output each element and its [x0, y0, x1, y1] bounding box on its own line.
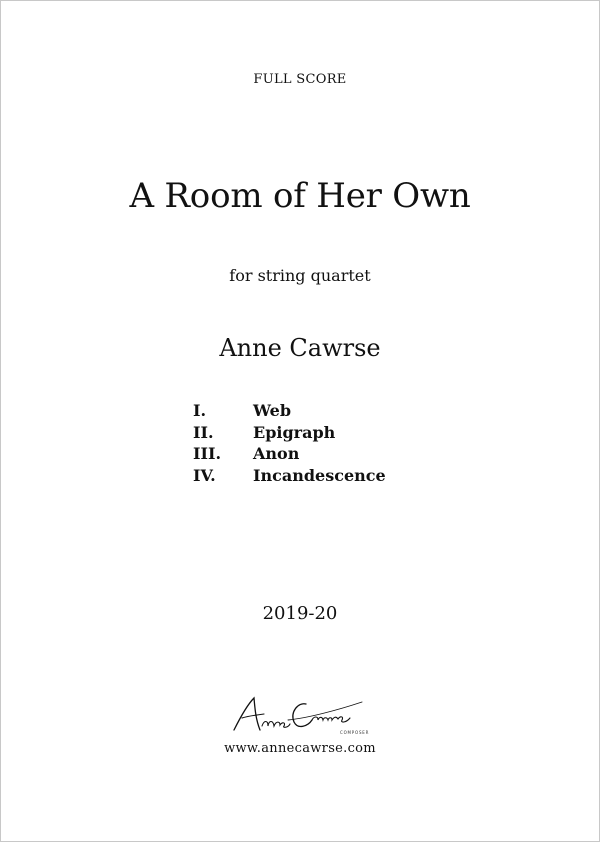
- composition-year: 2019-20: [262, 603, 338, 624]
- movement-item: [193, 465, 386, 487]
- movement-list: [193, 400, 386, 486]
- movement-title: Incandescence: [253, 465, 386, 485]
- page-title: A Room of Her Own: [129, 176, 471, 216]
- composer-signature-logo: [228, 690, 370, 738]
- subtitle: for string quartet: [229, 266, 371, 285]
- movement-item: [193, 400, 386, 422]
- website-link: www.annecawrse.com: [224, 741, 376, 756]
- movement-item: [193, 422, 386, 444]
- movement-title: Epigraph: [253, 422, 336, 442]
- movement-number: III.: [193, 444, 222, 463]
- movement-title: Anon: [253, 444, 300, 463]
- movement-item: [193, 443, 386, 465]
- movement-number: II.: [193, 422, 214, 442]
- movement-title: Web: [253, 401, 292, 420]
- movement-number: IV.: [193, 465, 216, 485]
- movement-number: I.: [193, 401, 207, 420]
- composer-name: Anne Cawrse: [219, 334, 381, 362]
- logo-tagline: COMPOSER: [340, 730, 370, 735]
- score-label: FULL SCORE: [253, 72, 347, 87]
